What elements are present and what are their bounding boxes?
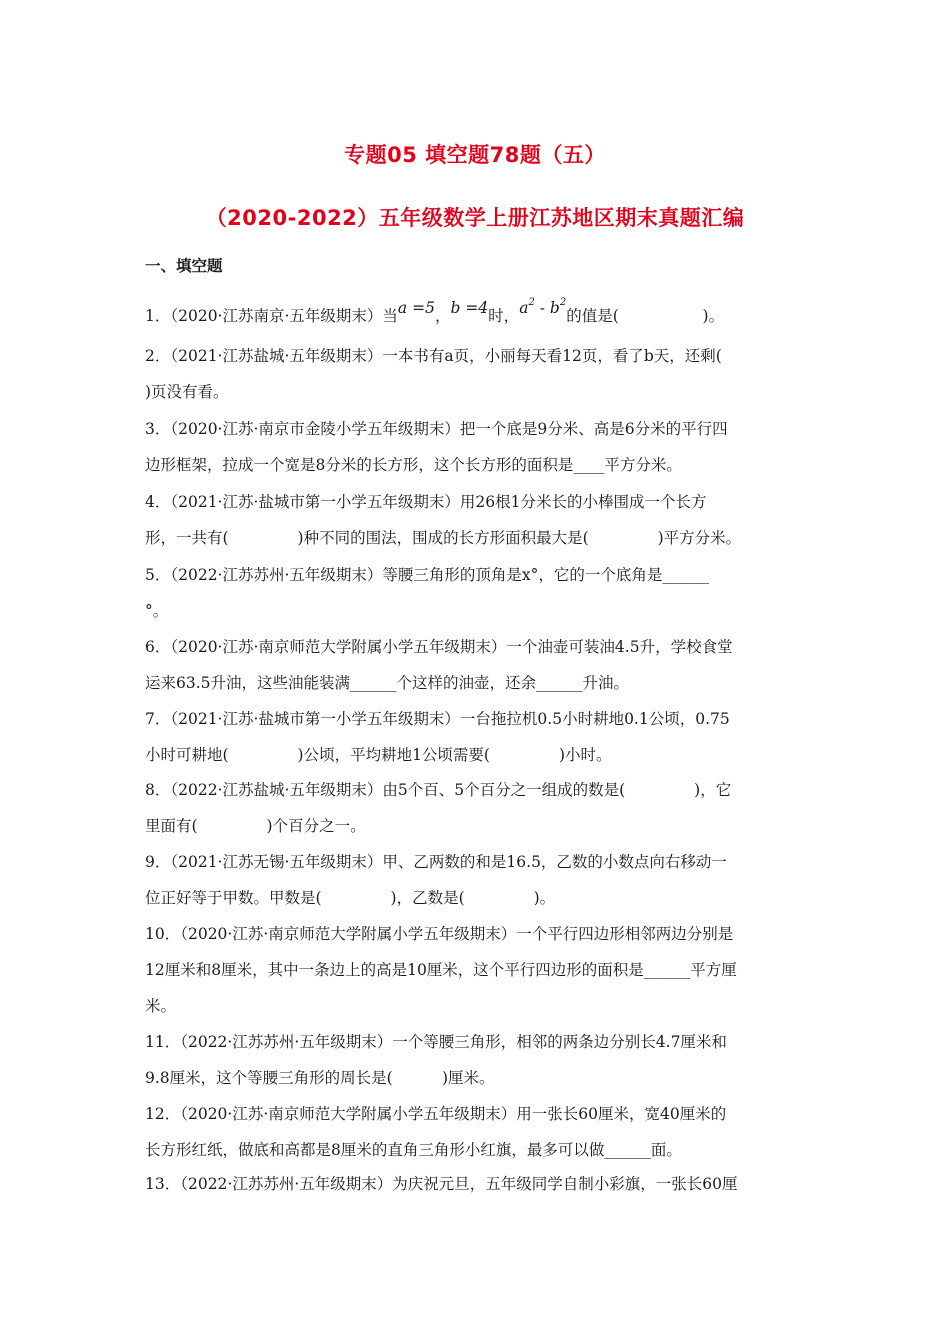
question-8-line-1: 8．（2022·江苏盐城·五年级期末）由5个百、5个百分之一组成的数是( )，它 — [145, 781, 732, 799]
question-10-line-1: 10．（2020·江苏·南京师范大学附属小学五年级期末）一个平行四边形相邻两边分别是 — [145, 925, 734, 943]
document-title: 专题05 填空题78题（五） — [344, 143, 606, 167]
math-b-value: b =4 — [450, 299, 489, 317]
math-var-b: b — [549, 299, 560, 317]
question-6-line-2: 运来63.5升油，这些油能装满______个这样的油壶，还余______升油。 — [145, 674, 630, 692]
question-10 — [145, 916, 805, 1024]
question-3-line-1: 3．（2020·江苏·南京市金陵小学五年级期末）把一个底是9分米、高是6分米的平行四 — [145, 420, 728, 438]
math-minus: - — [534, 299, 550, 317]
question-2-line-1: 2．（2021·江苏盐城·五年级期末）一本书有a页，小丽每天看12页，看了b天，还剩( — [145, 347, 722, 365]
question-6 — [145, 629, 805, 701]
question-11 — [145, 1024, 805, 1096]
question-8 — [145, 772, 805, 844]
question-1 — [145, 293, 805, 329]
question-1-prefix: 1．（2020·江苏南京·五年级期末）当 — [145, 307, 398, 325]
question-3-line-2: 边形框架，拉成一个宽是8分米的长方形，这个长方形的面积是____平方分米。 — [145, 456, 682, 474]
comma: ， — [434, 307, 451, 325]
question-13 — [145, 1166, 805, 1202]
question-9-line-1: 9．（2021·江苏无锡·五年级期末）甲、乙两数的和是16.5，乙数的小数点向右移动一 — [145, 853, 727, 871]
question-7-line-1: 7．（2021·江苏·盐城市第一小学五年级期末）一台拖拉机0.5小时耕地0.1公顷，0.75 — [145, 710, 730, 728]
question-5-line-1: 5．（2022·江苏苏州·五年级期末）等腰三角形的顶角是x°，它的一个底角是______ — [145, 566, 709, 584]
math-expression — [519, 299, 566, 317]
question-12-line-1: 12．（2020·江苏·南京师范大学附属小学五年级期末）用一张长60厘米，宽40厘米的 — [145, 1105, 727, 1123]
document-subtitle: （2020-2022）五年级数学上册江苏地区期末真题汇编 — [205, 206, 745, 230]
question-10-line-2: 12厘米和8厘米，其中一条边上的高是10厘米，这个平行四边形的面积是______平方厘 — [145, 961, 737, 979]
math-a-value: a =5 — [397, 299, 435, 317]
question-7 — [145, 701, 805, 773]
question-5 — [145, 557, 805, 629]
question-12-line-2: 长方形红纸，做底和高都是8厘米的直角三角形小红旗，最多可以做______面。 — [145, 1141, 682, 1159]
question-9-line-2: 位正好等于甲数。甲数是( )，乙数是( )。 — [145, 889, 556, 907]
question-1-suffix: 的值是( )。 — [566, 307, 725, 325]
question-4 — [145, 484, 805, 556]
question-2-line-2: )页没有看。 — [145, 383, 229, 401]
question-11-line-2: 9.8厘米，这个等腰三角形的周长是( )厘米。 — [145, 1069, 495, 1087]
question-4-line-1: 4．（2021·江苏·盐城市第一小学五年级期末）用26根1分米长的小棒围成一个长方 — [145, 493, 707, 511]
question-3 — [145, 411, 805, 483]
question-9 — [145, 844, 805, 916]
question-1-when: 时， — [488, 307, 520, 325]
math-var-a: a — [519, 299, 529, 317]
question-1-line — [145, 293, 805, 329]
section-heading: 一、填空题 — [145, 257, 223, 275]
question-5-line-2: °。 — [145, 602, 169, 620]
question-10-line-3: 米。 — [145, 997, 177, 1015]
math-exponent-1: 2 — [528, 297, 535, 308]
question-13-line-1: 13．（2022·江苏苏州·五年级期末）为庆祝元旦，五年级同学自制小彩旗，一张长60厘 — [145, 1175, 738, 1193]
question-6-line-1: 6．（2020·江苏·南京师范大学附属小学五年级期末）一个油壶可装油4.5升，学校食堂 — [145, 638, 733, 656]
question-2 — [145, 338, 805, 410]
question-11-line-1: 11．（2022·江苏苏州·五年级期末）一个等腰三角形，相邻的两条边分别长4.7厘米和 — [145, 1033, 727, 1051]
question-12 — [145, 1096, 805, 1168]
math-exponent-2: 2 — [559, 297, 567, 308]
question-7-line-2: 小时可耕地( )公顷，平均耕地1公顷需要( )小时。 — [145, 746, 612, 764]
question-8-line-2: 里面有( )个百分之一。 — [145, 817, 366, 835]
question-4-line-2: 形，一共有( )种不同的围法，围成的长方形面积最大是( )平方分米。 — [145, 529, 742, 547]
